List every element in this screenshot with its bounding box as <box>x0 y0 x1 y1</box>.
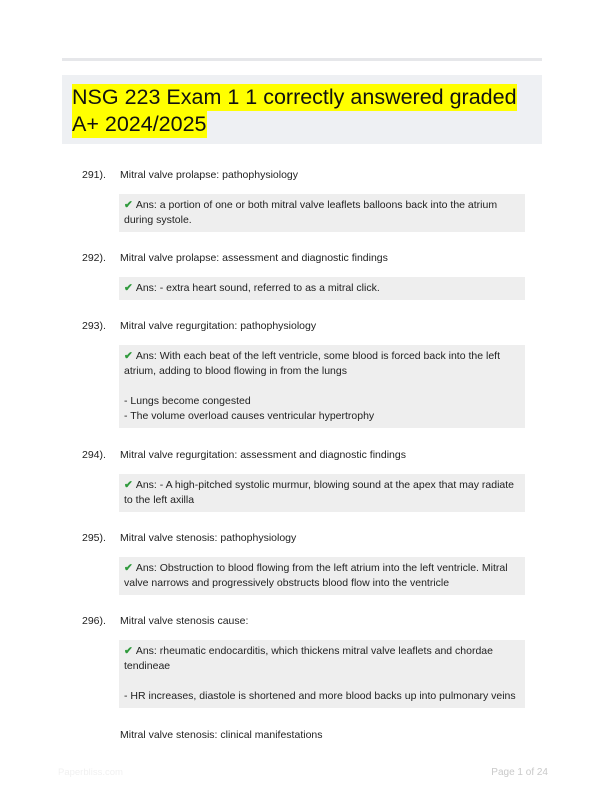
document-title <box>72 84 532 137</box>
question-text: Mitral valve stenosis cause: <box>120 615 249 627</box>
question-text: Mitral valve regurgitation: pathophysiology <box>120 320 317 332</box>
answer-box <box>119 474 525 512</box>
check-icon: ✔ <box>124 645 133 657</box>
answer-line: to the left axilla <box>124 494 195 506</box>
question-text: Mitral valve stenosis: clinical manifestations <box>120 729 323 741</box>
check-icon: ✔ <box>124 350 133 362</box>
check-icon: ✔ <box>124 479 133 491</box>
answer-box <box>119 640 525 708</box>
question-number: 296). <box>82 615 106 627</box>
answer-line: ✔ Ans: rheumatic endocarditis, which thickens mitral valve leaflets and chordae <box>124 645 493 657</box>
question-text: Mitral valve prolapse: assessment and diagnostic findings <box>120 252 388 264</box>
top-divider <box>62 58 542 61</box>
answer-line: - Lungs become congested <box>124 395 251 407</box>
check-icon: ✔ <box>124 282 133 294</box>
answer-line: during systole. <box>124 214 192 226</box>
title-banner <box>62 75 542 144</box>
answer-box <box>119 557 525 595</box>
answer-line: ✔ Ans: Obstruction to blood flowing from the left atrium into the left ventricle. Mitral <box>124 562 508 574</box>
answer-line <box>124 379 520 394</box>
answer-line: ✔ Ans: - extra heart sound, referred to as a mitral click. <box>124 282 380 294</box>
question-number: 292). <box>82 252 106 264</box>
answer-line: ✔ Ans: - A high-pitched systolic murmur, blowing sound at the apex that may radiate <box>124 479 515 491</box>
question-text: Mitral valve stenosis: pathophysiology <box>120 532 297 544</box>
question-text: Mitral valve regurgitation: assessment and diagnostic findings <box>120 449 406 461</box>
answer-line <box>124 674 520 689</box>
answer-line: ✔ Ans: With each beat of the left ventricle, some blood is forced back into the left <box>124 350 501 362</box>
footer-watermark: Paperbliss.com <box>58 767 123 778</box>
question-number: 295). <box>82 532 106 544</box>
question-number: 291). <box>82 169 106 181</box>
answer-box <box>119 345 525 428</box>
check-icon: ✔ <box>124 199 133 211</box>
question-number: 294). <box>82 449 106 461</box>
answer-line: tendineae <box>124 660 171 672</box>
answer-line: ✔ Ans: a portion of one or both mitral valve leaflets balloons back into the atrium <box>124 199 498 211</box>
answer-line: atrium, adding to blood flowing in from the lungs <box>124 365 347 377</box>
page-indicator: Page 1 of 24 <box>491 767 548 778</box>
question-number: 293). <box>82 320 106 332</box>
answer-line: - HR increases, diastole is shortened and more blood backs up into pulmonary veins <box>124 690 516 702</box>
answer-box <box>119 194 525 232</box>
answer-line: valve narrows and progressively obstructs blood flow into the ventricle <box>124 577 450 589</box>
answer-box <box>119 277 525 300</box>
document-title-text: NSG 223 Exam 1 1 correctly answered graded A+ 2024/2025 <box>72 85 517 136</box>
question-text: Mitral valve prolapse: pathophysiology <box>120 169 299 181</box>
check-icon: ✔ <box>124 562 133 574</box>
answer-line: - The volume overload causes ventricular hypertrophy <box>124 410 375 422</box>
